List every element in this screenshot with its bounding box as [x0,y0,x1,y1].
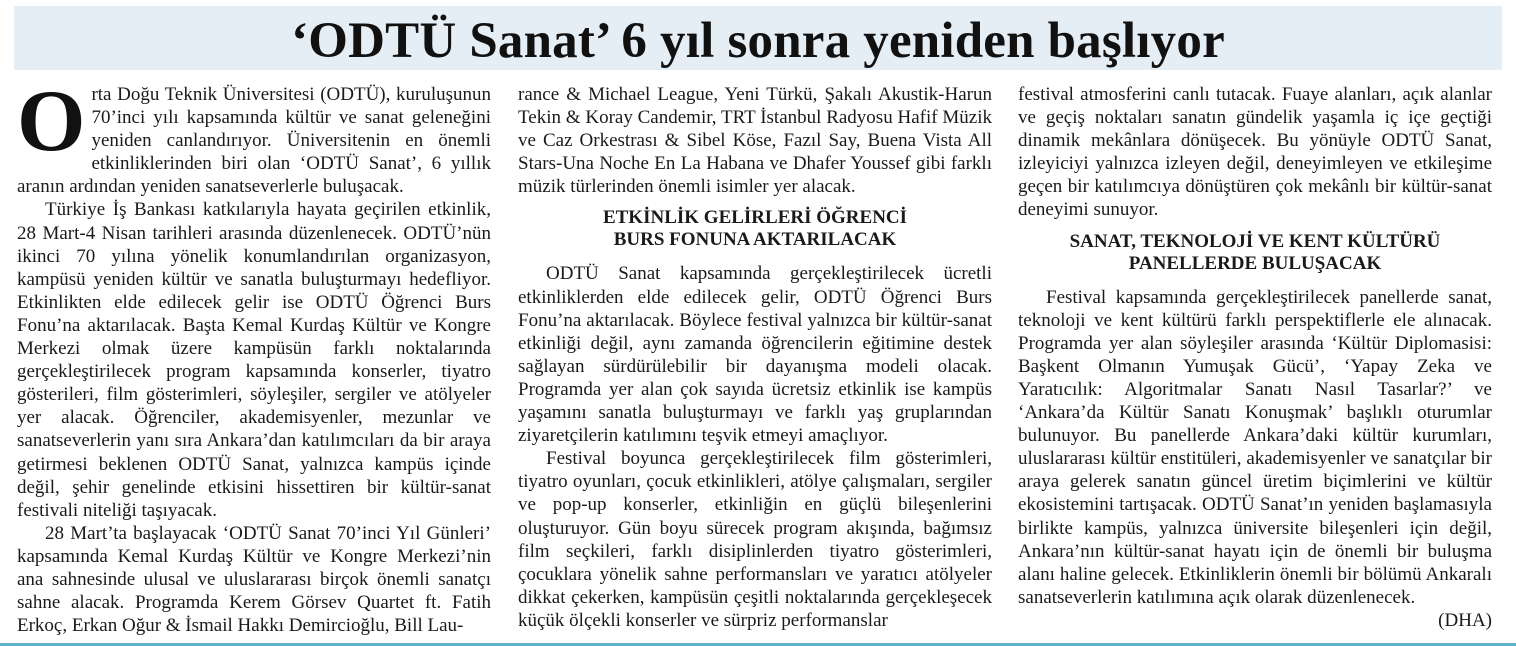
paragraph: 28 Mart’ta başlayacak ‘ODTÜ Sanat 70’inci Yıl Günleri’ kapsamında Kemal Kurdaş Kültür ve Kongre Merkezi’nin ana sahnesinde ulusal ve uluslararası birçok önemli sanatçı sahne alacak. Programda Kerem Görsev Quartet ft. Fatih Erkoç, Erkan Oğur & İsmail Hakkı Demircioğlu, Bill Lau- [17,522,491,637]
paragraph: rta Doğu Teknik Üniversitesi (ODTÜ), kuruluşunun 70’inci yılı kapsamında kültür ve sanat geleneğini yeniden canlandırıyor. Üniversitenin en önemli etkinliklerinden biri olan ‘ODTÜ Sanat’, 6 yıllık aranın ardından yeniden sanatseverlerle buluşacak. [17,84,491,198]
subheading-line: SANAT, TEKNOLOJİ VE KENT KÜLTÜRÜ [1069,230,1441,252]
news-agency-credit: (DHA) [1438,609,1492,631]
drop-cap: O [17,73,86,170]
article-column-1 [17,73,491,637]
paragraph: ODTÜ Sanat kapsamında gerçekleştirilecek ücretli etkinliklerden elde edilecek gelir, ODTÜ Öğrenci Burs Fonu’na aktarılacak. Böylece festival yalnızca bir kültür-sanat etkinliği değil, aynı zamanda öğrencilerin eğitimine destek sağlayan sürdürülebilir bir dayanışma modeli olacak. Programda yer alan çok sayıda ücretsiz etkinlik ise kampüs yaşamını sanatla buluşturmayı ve farklı yaş gruplarından ziyaretçilerin katılımını teşvik etmeyi amaçlıyor. [518,263,992,447]
headline: ‘ODTÜ Sanat’ 6 yıl sonra yeniden başlıyor [291,13,1225,69]
paragraph: rance & Michael League, Yeni Türkü, Şakalı Akustik-Harun Tekin & Koray Candemir, TRT İstanbul Radyosu Hafif Müzik ve Caz Orkestrası & Sibel Köse, Fazıl Say, Buena Vista All Stars-Una Noche En La Habana ve Dhafer Youssef gibi farklı müzik türlerinden önemli isimler yer alacak. [518,84,992,198]
subheading-line: PANELLERDE BULUŞACAK [1128,252,1382,274]
article-column-3 [1018,83,1492,632]
subheading-line: ETKİNLİK GELİRLERİ ÖĞRENCİ [602,207,908,229]
paragraph: festival atmosferini canlı tutacak. Fuaye alanları, açık alanlar ve geçiş noktaları sanatın gündelik yaşamla iç içe geçtiği dinamik mekânlara dönüşecek. Bu yönüyle ODTÜ Sanat, izleyiciyi yalnızca izleyen değil, deneyimleyen ve etkileşime geçen bir katılımcıya dönüştüren çok mekânlı bir kültür-sanat deneyimi sunuyor. [1018,84,1492,221]
article-column-2 [518,83,992,632]
subheading-panels [1018,231,1492,275]
headline-band [14,6,1502,70]
subheading-line: BURS FONUNA AKTARILACAK [613,229,897,251]
paragraph-final [1018,286,1492,631]
subheading-scholarship [518,207,992,251]
paragraph-text: Festival kapsamında gerçekleştirilecek panellerde sanat, teknoloji ve kent kültürü farklı perspektiflerle ele alınacak. Programda yer alan söyleşiler arasında ‘Kültür Diplomasisi: Başkent Olmanın Yumuşak Gücü’, ‘Yapay Zeka ve Yaratıcılık: Algoritmalar Sanatı Nasıl Tasarlar?’ ve ‘Ankara’da Kültür Sanatı Konuşmak’ başlıklı oturumlar bulunuyor. Bu panellerde Ankara’daki kültür kurumları, uluslararası kültür enstitüleri, akademisyenler ve sanatçılar bir araya gelerek sanatın güncel üretim biçimlerini ve kültür ekosistemini tartışacak. ODTÜ Sanat’ın yeniden başlamasıyla birlikte kampüs, yalnızca üniversite bileşenleri için değil, Ankara’nın kültür-sanat hayatı için de önemli bir buluşma alanı haline gelecek. Etkinliklerin önemli bir bölümü Ankaralı sanatseverlerin katılımına açık olarak düzenlenecek. [1018,286,1492,608]
paragraph: Festival boyunca gerçekleştirilecek film gösterimleri, tiyatro oyunları, çocuk etkinlikleri, atölye çalışmaları, sergiler ve pop-up konserler, etkinliğin en güçlü bileşenlerini oluşturuyor. Gün boyu sürecek program akışında, bağımsız film seçkileri, farklı disiplinlerden tiyatro gösterimleri, çocuklara yönelik sahne performansları ve yaratıcı atölyeler dikkat çekerken, kampüsün çeşitli noktalarında gerçekleşecek küçük ölçekli konserler ve sürpriz performanslar [518,448,992,631]
paragraph: Türkiye İş Bankası katkılarıyla hayata geçirilen etkinlik, 28 Mart-4 Nisan tarihleri arasında düzenlenecek. ODTÜ’nün ikinci 70 yılına yönelik konumlandırılan organizasyon, kampüsü yeniden kültür ve sanatla buluşturmayı hedefliyor. Etkinlikten elde edilecek gelir ise ODTÜ Öğrenci Burs Fonu’na aktarılacak. Başta Kemal Kurdaş Kültür ve Kongre Merkezi olmak üzere kampüsün farklı noktalarında gerçekleştirilecek program kapsamında konserler, tiyatro gösterileri, film gösterimleri, söyleşiler, sergiler ve atölyeler yer alacak. Öğrenciler, akademisyenler, mezunlar ve sanatseverlerin yanı sıra Ankara’dan katılımcıları da bir araya getirmesi beklenen ODTÜ Sanat, yalnızca kampüs içinde değil, şehir genelinde etkisini hissettiren bir kültür-sanat festivali niteliği taşıyacak. [17,199,491,521]
